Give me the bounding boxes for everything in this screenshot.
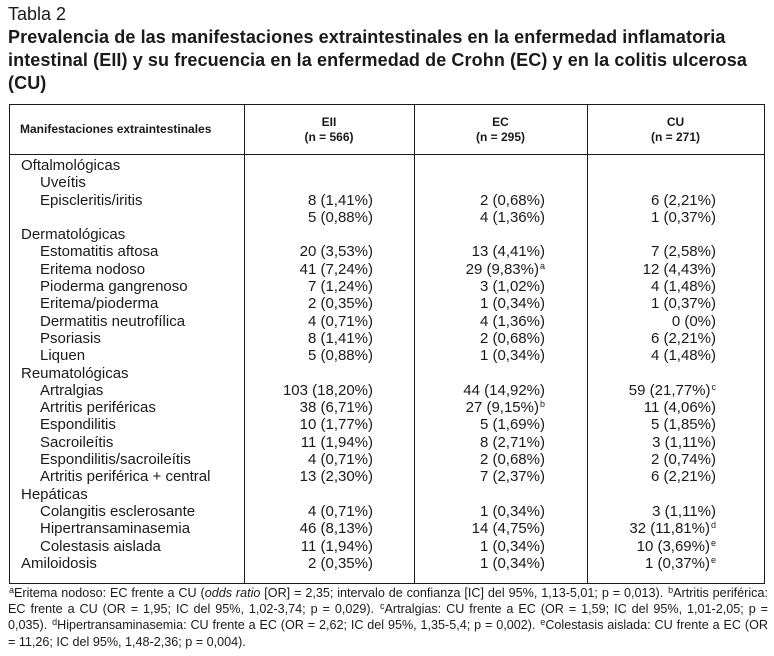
cu-value [651,416,716,433]
eii-value [308,451,373,468]
row-label: Estomatitis aftosa [40,243,159,261]
ec-value [466,261,545,278]
ec-value [472,243,545,260]
table-row [10,365,764,382]
cu-value-text: 1 (0,37%) [650,208,716,226]
table-row [10,174,764,191]
row-label: Pioderma gangrenoso [40,278,188,296]
footnote-mark: a [9,585,15,595]
eii-value-text: 10 (1,77%) [299,416,373,434]
table-row [10,451,764,468]
ec-value [480,347,545,364]
ec-value-text: 8 (2,71%) [479,433,545,451]
cu-value [629,382,716,399]
eii-value [300,399,373,416]
eii-value [308,313,373,330]
ec-value-text: 44 (14,92%) [463,381,545,399]
eii-value-text: 11 (1,94%) [300,537,373,555]
cu-value-text: 7 (2,58%) [650,243,716,261]
row-label: Reumatológicas [21,364,129,382]
table-row [10,226,764,243]
footnote-mark: c [379,601,385,612]
row-label: Artralgias [40,381,104,399]
table-row [10,295,764,312]
footnote-marker: e [710,537,716,548]
eii-value [308,209,373,226]
eii-value-text: 38 (6,71%) [299,399,373,417]
cu-value [629,520,716,537]
eii-value-text: 11 (1,94%) [300,433,373,451]
row-label: Oftalmológicas [21,157,121,174]
header-cu [587,105,764,154]
ec-value-text: 4 (1,36%) [479,208,545,226]
header-ec-name: EC [492,114,509,129]
eii-value [308,278,373,295]
cu-value [644,399,716,416]
ec-value-text: 27 (9,15%) [465,399,539,417]
table-row [10,243,764,260]
table-row [10,486,764,503]
eii-value-text: 41 (7,24%) [299,260,373,278]
cu-value-text: 6 (2,21%) [650,191,716,209]
eii-value [301,538,373,555]
cu-value-text: 4 (1,48%) [650,347,716,365]
footnote-text: [OR] = 2,35; intervalo de confianza [IC] del 95%, 1,13-5,01; p = 0,013). [260,586,668,600]
footnote-text: Colestasis aislada: CU frente a EC (OR = 11,26; IC del 95%, 1,48-2,36; p = 0,004). [8,618,768,649]
ec-value [480,538,545,555]
table-row [10,347,764,364]
ec-value [480,313,545,330]
row-label: Amiloidosis [21,554,97,572]
data-table [9,104,765,584]
ec-value-text: 2 (0,68%) [479,329,545,347]
eii-value [283,382,373,399]
eii-value [300,261,373,278]
row-label: Espondilitis [40,416,116,434]
footnote-mark: e [540,617,546,628]
ec-value [480,434,545,451]
header-eii-n: (n = 566) [304,129,354,144]
row-label: Espondilitis/sacroileítis [40,451,191,469]
ec-value [480,503,545,520]
eii-value [300,416,373,433]
row-label: Artritis periférica + central [40,468,211,486]
footnote-marker: a [539,260,545,271]
footnote-marker: b [539,399,545,410]
eii-value [308,192,373,209]
eii-value-text: 2 (0,35%) [307,554,373,572]
ec-value-text: 5 (1,69%) [479,416,545,434]
cu-value [651,468,716,485]
footnote-text: Artralgias: CU frente a EC (OR = 1,59; IC del 95%, 1,01-2,05; p = 0,035). [8,602,768,633]
eii-value-text: 103 (18,20%) [282,381,373,399]
ec-value [480,468,545,485]
cu-value-text: 32 (11,81%) [629,520,710,538]
row-label: Hipertransaminasemia [40,520,191,538]
eii-value [301,434,373,451]
footnote-mark: d [52,617,58,628]
cu-value [651,243,716,260]
eii-value-text: 2 (0,35%) [307,295,373,313]
ec-value [480,192,545,209]
eii-value-text: 5 (0,88%) [307,347,373,365]
table-row [10,434,764,451]
cu-value-text: 5 (1,85%) [650,416,716,434]
ec-value-text: 29 (9,83%) [465,260,539,278]
row-label: Psoriasis [40,329,101,347]
eii-value-text: 4 (0,71%) [307,502,373,520]
cu-value-text: 1 (0,37%) [650,295,716,313]
cu-value-text: 10 (3,69%) [636,537,710,555]
eii-value [308,295,373,312]
ec-value [480,330,545,347]
eii-value-text: 13 (2,30%) [299,468,373,486]
row-label: Artritis periféricas [40,399,156,417]
row-label: Uveítis [40,174,86,192]
eii-value-text: 20 (3,53%) [299,243,373,261]
table-row [10,278,764,295]
footnote-marker: d [710,520,716,531]
ec-value-text: 2 (0,68%) [479,451,545,469]
ec-value-text: 4 (1,36%) [479,312,545,330]
row-label: Colangitis esclerosante [40,502,196,520]
table-row [10,192,764,209]
table-row [10,503,764,520]
eii-value-text: 4 (0,71%) [307,451,373,469]
header-eii [244,105,414,154]
ec-value [466,399,545,416]
ec-value-text: 1 (0,34%) [479,295,545,313]
cu-value [637,538,716,555]
cu-value-text: 4 (1,48%) [650,278,716,296]
eii-value [300,243,373,260]
footnote-marker: e [710,554,716,565]
header-ec [414,105,587,154]
row-label: Colestasis aislada [40,537,161,555]
cu-value-text: 1 (0,37%) [644,554,710,572]
table-row [10,555,764,572]
ec-value-text: 2 (0,68%) [479,191,545,209]
table-row [10,382,764,399]
header-ec-n: (n = 295) [475,129,526,144]
ec-value [463,382,545,399]
table-body [10,155,764,572]
footnote-text: Artritis periférica: EC frente a CU (OR = 1,95; IC del 95%, 1,02-3,74; p = 0,029). [8,586,768,617]
table-row [10,209,764,226]
table-label: Tabla 2 [8,4,67,24]
cu-value [672,313,716,330]
ec-value-text: 1 (0,34%) [479,554,545,572]
eii-value [308,555,373,572]
ec-value [480,416,545,433]
cu-value [652,434,716,451]
footnote-mark: b [668,585,674,595]
header-cu-n: (n = 271) [650,129,701,144]
header-eii-name: EII [321,114,337,129]
ec-value [472,520,545,537]
header-cu-name: CU [666,114,685,129]
cu-value-text: 3 (1,11%) [652,502,716,520]
table-row [10,468,764,485]
cu-value [651,330,716,347]
eii-value [308,347,373,364]
table-row [10,520,764,537]
eii-value-text: 5 (0,88%) [307,208,373,226]
cu-value [643,261,716,278]
cu-value [651,451,716,468]
cu-value-text: 12 (4,43%) [642,260,716,278]
row-label: Eritema/pioderma [40,295,159,313]
cu-value [651,347,716,364]
ec-value-text: 14 (4,75%) [471,520,545,538]
eii-value [308,330,373,347]
footnote-text: Hipertransaminasemia: CU frente a EC (OR = 2,62; IC del 95%, 1,35-5,4; p = 0,002). [57,618,540,633]
ec-value [480,555,545,572]
table-row [10,330,764,347]
eii-value-text: 8 (1,41%) [307,329,373,347]
header-manifestaciones [20,105,240,154]
table-row [10,261,764,278]
eii-value [308,503,373,520]
row-label: Eritema nodoso [40,260,146,278]
ec-value-text: 1 (0,34%) [479,347,545,365]
table-row [10,313,764,330]
eii-value [300,520,373,537]
cu-value [651,192,716,209]
ec-value-text: 3 (1,02%) [479,278,545,296]
cu-value-text: 6 (2,21%) [650,468,716,486]
ec-value [480,451,545,468]
table-row [10,399,764,416]
table-row [10,538,764,555]
ec-value-text: 7 (2,37%) [479,468,545,486]
cu-value-text: 0 (0%) [671,312,716,330]
row-label: Liquen [40,347,86,365]
ec-value-text: 1 (0,34%) [479,502,545,520]
cu-value [651,209,716,226]
footnotes [8,585,768,650]
cu-value [651,278,716,295]
eii-value-text: 8 (1,41%) [307,191,373,209]
row-label: Dermatológicas [21,226,126,244]
cu-value-text: 59 (21,77%) [628,381,711,399]
cu-value-text: 3 (1,11%) [652,433,716,451]
ec-value [480,278,545,295]
row-label: Dermatitis neutrofílica [40,312,186,330]
footnote-marker: c [711,381,716,392]
ec-value [480,295,545,312]
eii-value [300,468,373,485]
ec-value-text: 1 (0,34%) [479,537,545,555]
row-label: Sacroileítis [40,433,114,451]
cu-value-text: 6 (2,21%) [650,329,716,347]
table-title: Prevalencia de las manifestaciones extraintestinales en la enfermedad inflamatoria intestinal (EII) y su frecuencia en la enfermedad de Crohn (EC) y en la colitis ulcerosa (CU) [8,27,748,93]
eii-value-text: 46 (8,13%) [299,520,373,538]
header-col0-label: Manifestaciones extraintestinales [20,122,212,136]
row-label: Hepáticas [21,485,88,503]
eii-value-text: 7 (1,24%) [307,278,373,296]
table-row [10,157,764,174]
cu-value [645,555,716,572]
footnote-italic: odds ratio [204,586,261,600]
ec-value-text: 13 (4,41%) [471,243,545,261]
footnote-text: Eritema nodoso: EC frente a CU ( [14,586,205,600]
cu-value-text: 11 (4,06%) [643,399,716,417]
cu-value [651,295,716,312]
eii-value-text: 4 (0,71%) [307,312,373,330]
table-row [10,416,764,433]
cu-value [652,503,716,520]
row-label: Episcleritis/iritis [40,191,143,209]
ec-value [480,209,545,226]
cu-value-text: 2 (0,74%) [650,451,716,469]
